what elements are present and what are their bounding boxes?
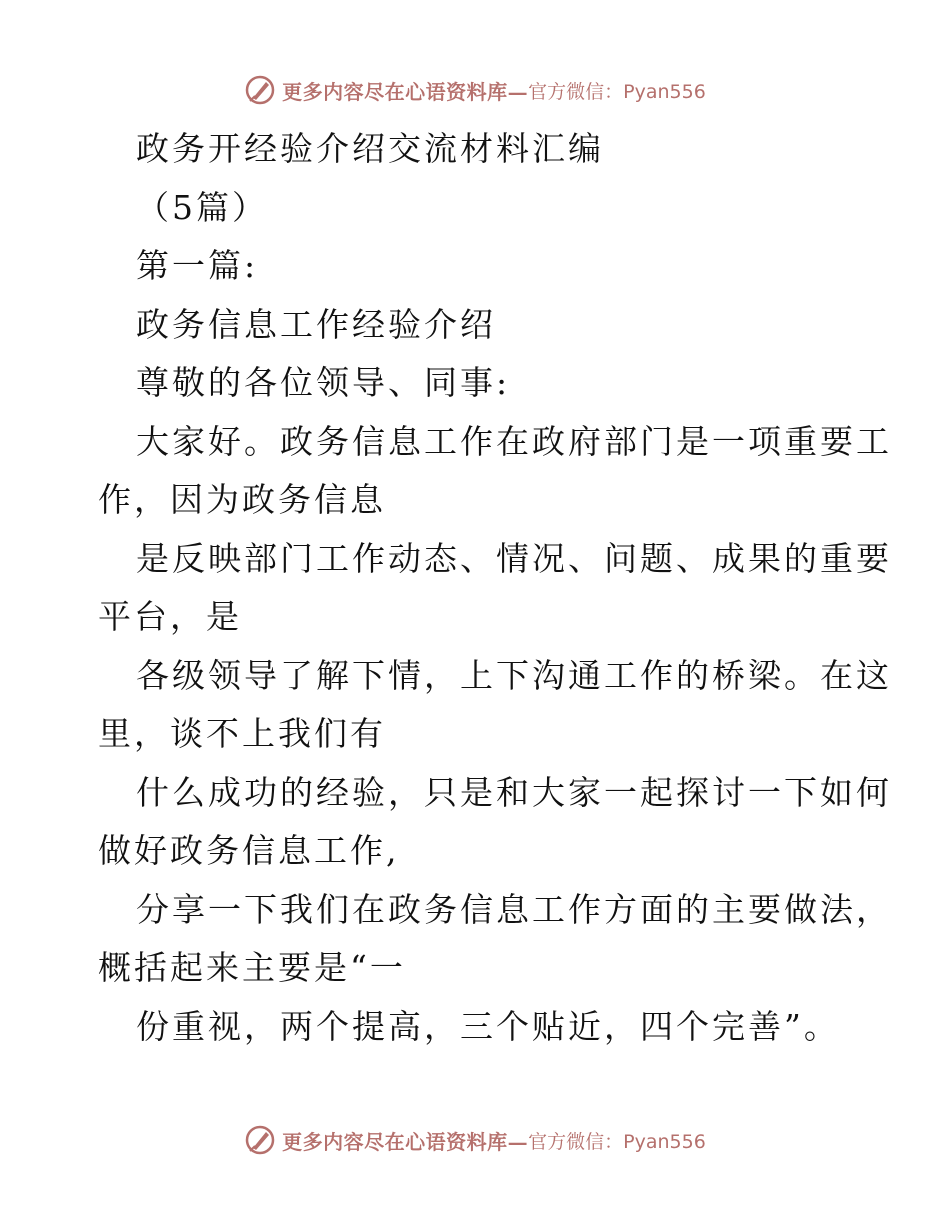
salutation: 尊敬的各位领导、同事: — [136, 363, 511, 402]
document-body — [98, 120, 892, 1056]
document-title: 政务开经验介绍交流材料汇编 — [136, 129, 604, 168]
quill-pen-logo-icon — [244, 1124, 276, 1156]
paragraph-line: 各级领导了解下情，上下沟通工作的桥梁。在这 — [136, 655, 892, 695]
section-title: 政务信息工作经验介绍 — [136, 304, 496, 344]
header-brand-text: 更多内容尽在心语资料库— — [282, 79, 529, 104]
paragraph-line: 分享一下我们在政务信息工作方面的主要做法， — [136, 889, 892, 929]
paragraph-line: 做好政务信息工作, — [98, 831, 400, 870]
quill-pen-logo-icon — [244, 74, 276, 106]
document-subtitle: （5篇） — [136, 187, 268, 227]
paragraph-line: 大家好。政务信息工作在政府部门是一项重要工 — [136, 421, 892, 461]
paragraph-line: 什么成功的经验，只是和大家一起探讨一下如何 — [136, 772, 892, 812]
footer-brand-text: 更多内容尽在心语资料库— — [282, 1129, 529, 1154]
paragraph-line: 概括起来主要是“一 — [98, 948, 406, 987]
paragraph-line: 里，谈不上我们有 — [98, 714, 386, 753]
footer-banner — [0, 1120, 950, 1160]
header-banner — [0, 70, 950, 110]
section-label: 第一篇: — [136, 246, 259, 285]
paragraph-line: 作，因为政务信息 — [98, 480, 386, 519]
paragraph-line: 是反映部门工作动态、情况、问题、成果的重要 — [136, 538, 892, 578]
header-wechat-text: 官方微信：Pyan556 — [528, 80, 706, 103]
paragraph-line: 平台，是 — [98, 597, 242, 636]
paragraph-line: 份重视，两个提高，三个贴近，四个完善”。 — [136, 1006, 840, 1046]
footer-wechat-text: 官方微信：Pyan556 — [528, 1130, 706, 1153]
